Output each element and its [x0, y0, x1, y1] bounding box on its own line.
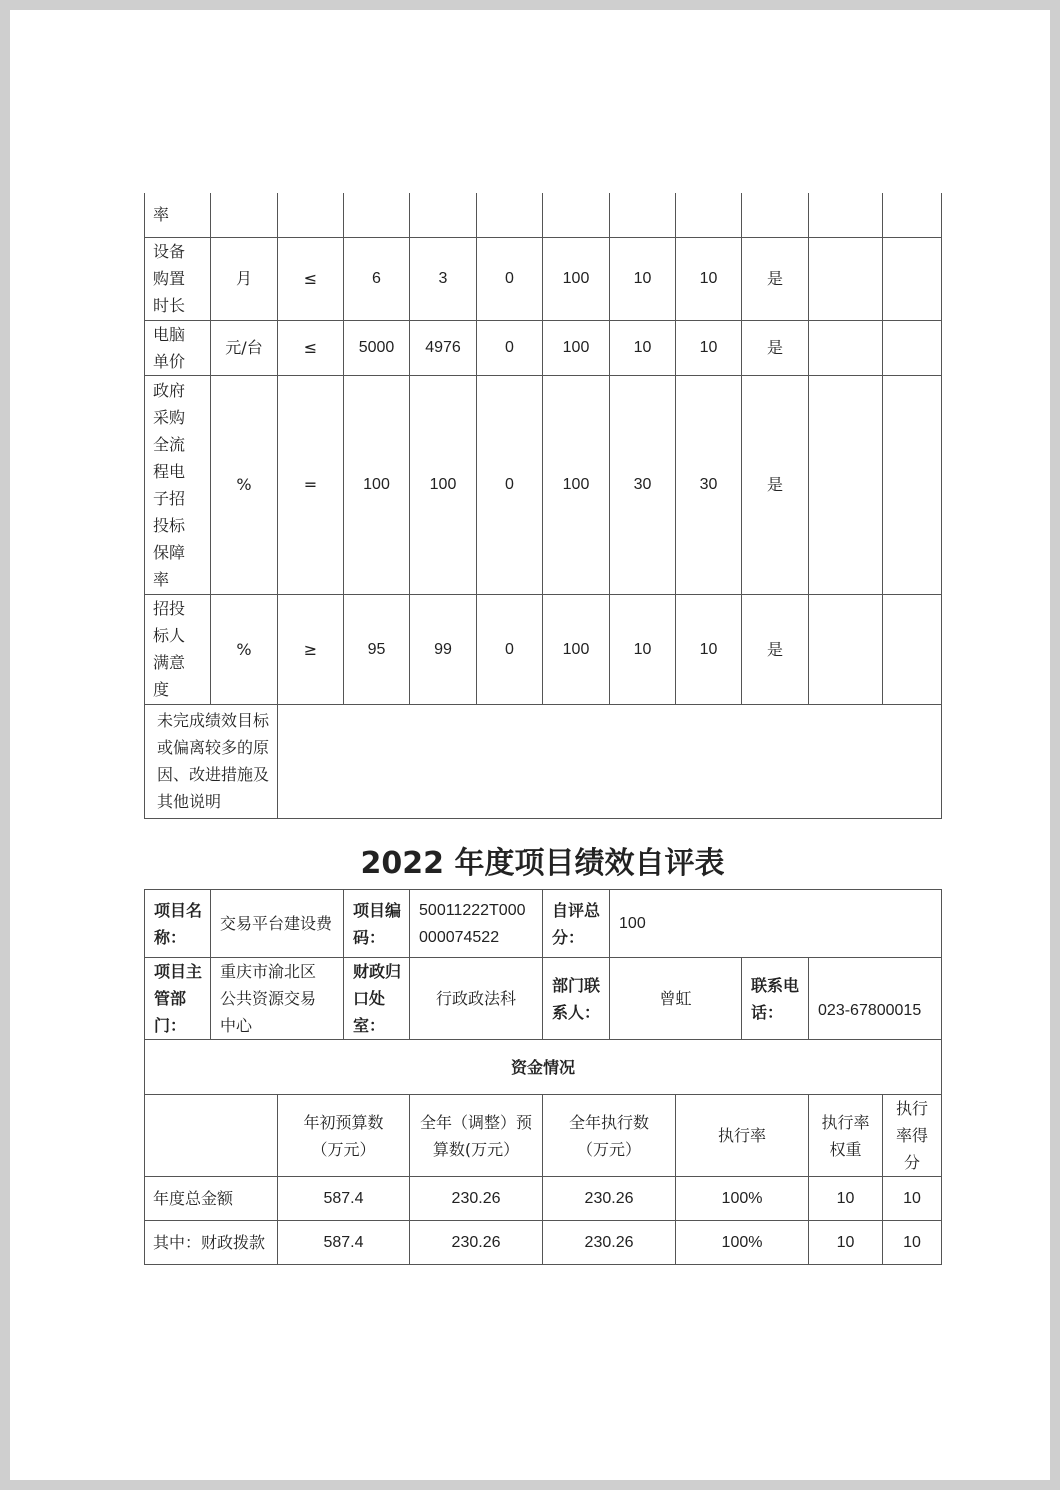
indicator-col12	[883, 237, 942, 320]
indicator-unit	[211, 193, 278, 237]
indicator-col7: 100	[543, 375, 610, 594]
indicator-reached: 是	[742, 594, 809, 704]
indicator-name: 电脑单价	[145, 320, 211, 375]
funds-row-label: 年度总金额	[145, 1177, 278, 1221]
indicator-row	[145, 375, 942, 594]
indicator-actual: 3	[410, 237, 477, 320]
indicator-col12	[883, 375, 942, 594]
indicator-name: 招投标人满意度	[145, 594, 211, 704]
indicator-unit: 元/台	[211, 320, 278, 375]
indicator-col12	[883, 320, 942, 375]
indicator-col9: 10	[676, 237, 742, 320]
indicator-col8: 10	[610, 594, 676, 704]
indicator-reached	[742, 193, 809, 237]
indicator-col9	[676, 193, 742, 237]
funds-cell: 230.26	[410, 1221, 543, 1265]
indicator-unit: %	[211, 375, 278, 594]
indicator-reached: 是	[742, 320, 809, 375]
funds-cell: 100%	[676, 1221, 809, 1265]
indicator-col8	[610, 193, 676, 237]
indicator-operator: =	[278, 375, 344, 594]
indicator-col11	[809, 375, 883, 594]
funds-row-label: 其中：财政拨款	[145, 1221, 278, 1265]
funds-cell: 587.4	[278, 1221, 410, 1265]
indicator-col11	[809, 193, 883, 237]
remark-label: 未完成绩效目标或偏离较多的原因、改进措施及其他说明	[145, 704, 278, 818]
indicator-col8: 30	[610, 375, 676, 594]
project-info-table	[144, 889, 942, 1265]
score-label: 自评总分：	[543, 890, 610, 958]
contact-value: 曾虹	[610, 958, 742, 1040]
indicator-actual: 99	[410, 594, 477, 704]
form-title: 2022 年度项目绩效自评表	[360, 846, 725, 881]
indicator-row	[145, 594, 942, 704]
indicator-col6: 0	[477, 594, 543, 704]
funds-section-title: 资金情况	[145, 1040, 942, 1095]
funds-cell: 10	[809, 1177, 883, 1221]
indicator-name: 政府采购全流程电子招投标保障率	[145, 375, 211, 594]
indicator-col7: 100	[543, 237, 610, 320]
indicator-actual: 4976	[410, 320, 477, 375]
indicator-col12	[883, 594, 942, 704]
indicator-table	[144, 193, 942, 819]
funds-header-cell: 执行率权重	[809, 1095, 883, 1177]
indicator-col8: 10	[610, 320, 676, 375]
indicator-operator	[278, 193, 344, 237]
indicator-col7: 100	[543, 594, 610, 704]
indicator-target: 6	[344, 237, 410, 320]
indicator-col8: 10	[610, 237, 676, 320]
indicator-operator: ≤	[278, 320, 344, 375]
indicator-row	[145, 320, 942, 375]
indicator-col11	[809, 594, 883, 704]
remark-row	[145, 704, 942, 818]
funds-cell: 10	[883, 1221, 942, 1265]
project-code-label: 项目编码：	[344, 890, 410, 958]
indicator-col7: 100	[543, 320, 610, 375]
indicator-col11	[809, 320, 883, 375]
indicator-unit: %	[211, 594, 278, 704]
indicator-col9: 10	[676, 594, 742, 704]
indicator-col11	[809, 237, 883, 320]
indicator-col6: 0	[477, 375, 543, 594]
funds-row	[145, 1177, 942, 1221]
indicator-name: 率	[145, 193, 211, 237]
funds-header-cell: 执行率得分	[883, 1095, 942, 1177]
indicator-operator: ≥	[278, 594, 344, 704]
funds-cell: 10	[809, 1221, 883, 1265]
indicator-target	[344, 193, 410, 237]
indicator-row	[145, 193, 942, 237]
indicator-col7	[543, 193, 610, 237]
indicator-col12	[883, 193, 942, 237]
indicator-reached: 是	[742, 237, 809, 320]
indicator-reached: 是	[742, 375, 809, 594]
contact-label: 部门联系人：	[543, 958, 610, 1040]
funds-cell: 100%	[676, 1177, 809, 1221]
project-code-value: 50011222T000000074522	[410, 890, 543, 958]
score-value: 100	[610, 890, 942, 958]
funds-cell: 230.26	[543, 1177, 676, 1221]
indicator-operator: ≤	[278, 237, 344, 320]
dept-label: 项目主管部门：	[145, 958, 211, 1040]
funds-cell: 10	[883, 1177, 942, 1221]
indicator-col9: 30	[676, 375, 742, 594]
indicator-col9: 10	[676, 320, 742, 375]
indicator-target: 95	[344, 594, 410, 704]
indicator-col6: 0	[477, 237, 543, 320]
indicator-actual: 100	[410, 375, 477, 594]
funds-cell: 230.26	[410, 1177, 543, 1221]
funds-header-cell: 全年执行数（万元）	[543, 1095, 676, 1177]
indicator-name: 设备购置时长	[145, 237, 211, 320]
indicator-actual	[410, 193, 477, 237]
funds-header-cell	[145, 1095, 278, 1177]
funds-header-cell: 年初预算数（万元）	[278, 1095, 410, 1177]
project-name-value: 交易平台建设费	[211, 890, 344, 958]
funds-cell: 587.4	[278, 1177, 410, 1221]
indicator-target: 100	[344, 375, 410, 594]
office-label: 财政归口处室：	[344, 958, 410, 1040]
remark-value	[278, 704, 942, 818]
document-page	[10, 10, 1050, 1480]
funds-row	[145, 1221, 942, 1265]
funds-header-cell: 全年（调整）预算数(万元）	[410, 1095, 543, 1177]
funds-header-row	[145, 1095, 942, 1177]
phone-label: 联系电话：	[742, 958, 809, 1040]
indicator-col6	[477, 193, 543, 237]
indicator-target: 5000	[344, 320, 410, 375]
project-name-label: 项目名称：	[145, 890, 211, 958]
indicator-col6: 0	[477, 320, 543, 375]
indicator-unit: 月	[211, 237, 278, 320]
indicator-row	[145, 237, 942, 320]
office-value: 行政政法科	[410, 958, 543, 1040]
funds-header-cell: 执行率	[676, 1095, 809, 1177]
dept-value: 重庆市渝北区公共资源交易中心	[211, 958, 344, 1040]
phone-value: 023-67800015	[809, 958, 942, 1040]
funds-cell: 230.26	[543, 1221, 676, 1265]
